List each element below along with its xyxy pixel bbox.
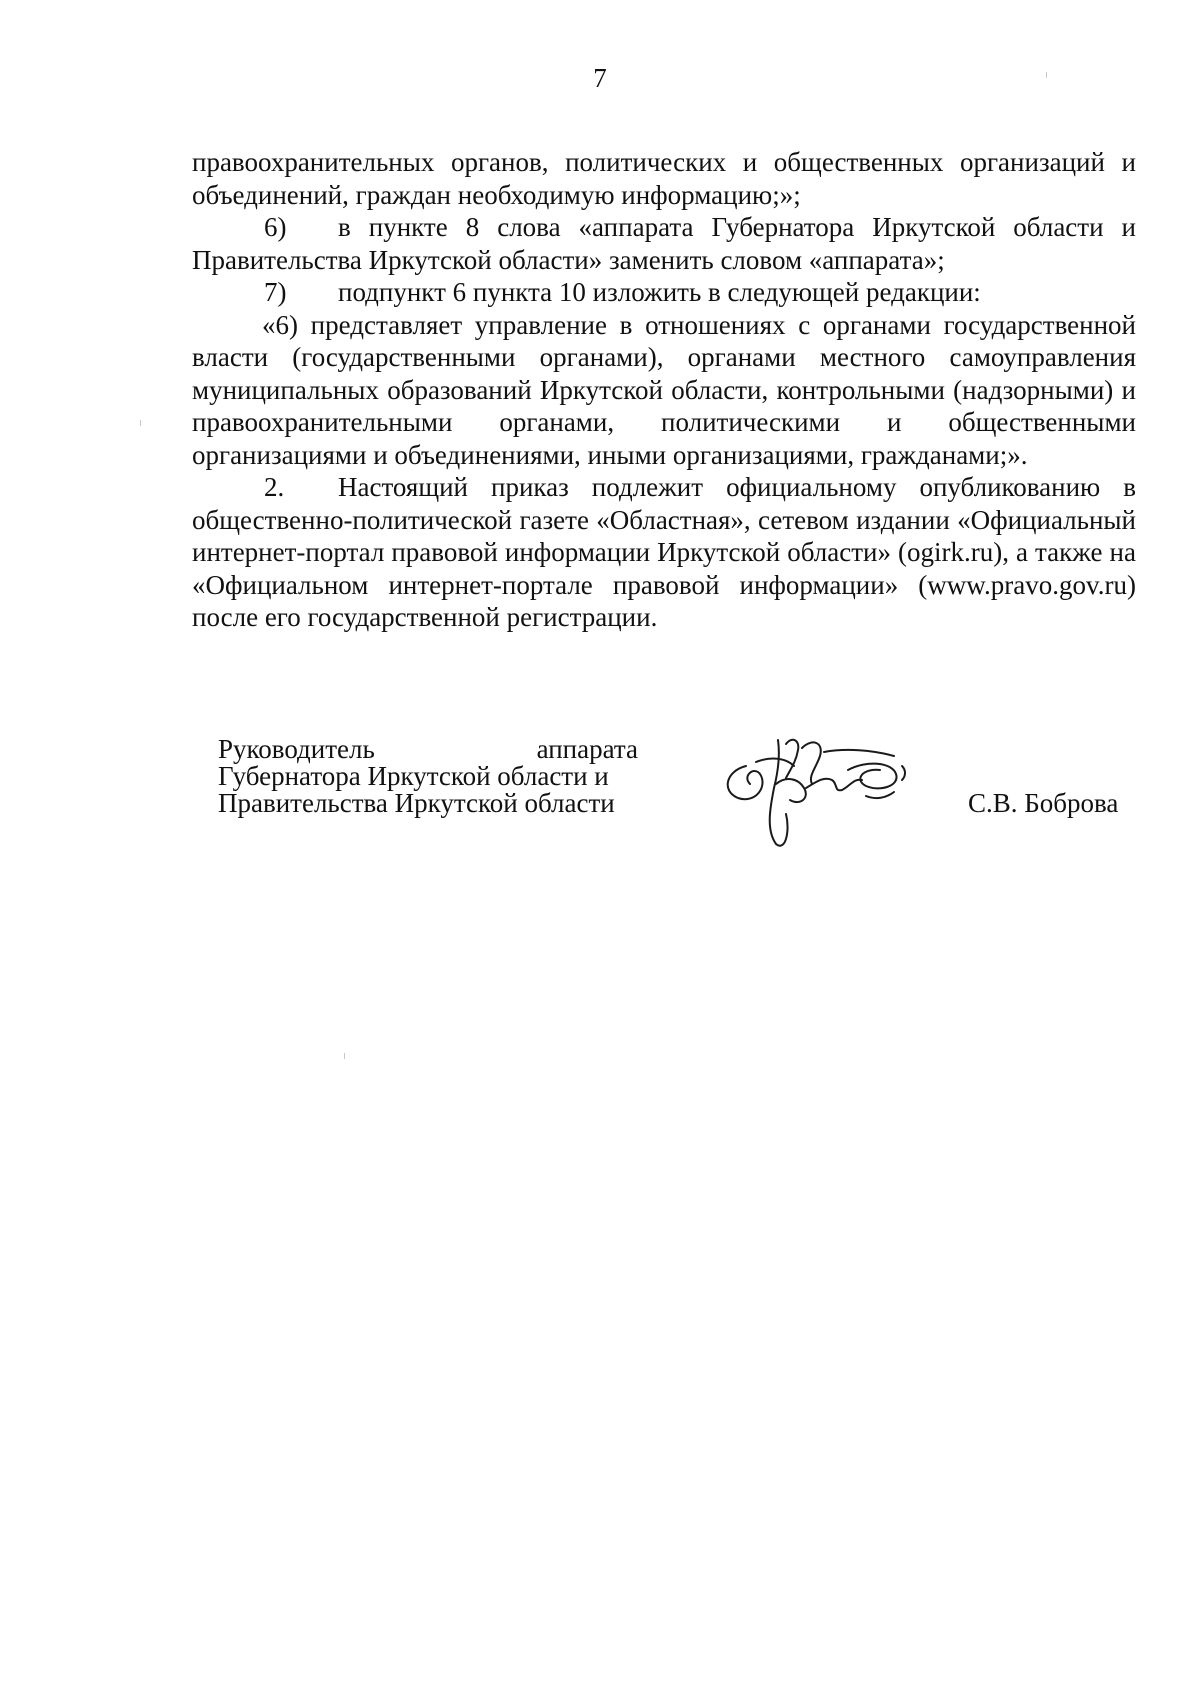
list-item-6-text: в пункте 8 слова «аппарата Губернатора Иркутской области и Правительства Иркутской области» заменить словом «аппарата»; xyxy=(192,212,1136,275)
position-line-1 xyxy=(218,736,638,763)
list-item-7 xyxy=(192,276,1136,309)
list-item-7-text: подпункт 6 пункта 10 изложить в следующей редакции: xyxy=(338,277,981,307)
list-item-6 xyxy=(192,211,1136,276)
position-line-2: Губернатора Иркутской области и xyxy=(218,761,609,791)
continuation-paragraph: правоохранительных органов, политических и общественных организаций и объединений, граждан необходимую информацию;»; xyxy=(192,147,1136,210)
scan-speck xyxy=(140,420,141,426)
signer-name: С.В. Боброва xyxy=(968,788,1119,818)
position-line-1-right: аппарата xyxy=(536,734,638,764)
list-item-7-number: 7) xyxy=(264,277,287,307)
section-2-paragraph xyxy=(192,471,1136,634)
position-line-1-left: Руководитель xyxy=(218,734,375,764)
quoted-amendment-paragraph: «6) представляет управление в отношениях с органами государственной власти (государственными органами), органами местного самоуправления муниципальных образований Иркутской области, контрольными (надзорными) и правоохранительными органами, политическими и общественными организациями и объединениями, иными организациями, гражданами;». xyxy=(192,309,1136,470)
document-body xyxy=(192,146,1136,634)
signatory-position xyxy=(218,736,638,817)
section-2-text: Настоящий приказ подлежит официальному опубликованию в общественно-политической газете «Областная», сетевом издании «Официальный интернет-портал правовой информации Иркутской области» (ogirk.ru), а также на «Официальном интернет-портале правовой информации» (www.pravo.gov.ru) после его государственной регистрации. xyxy=(192,472,1136,632)
position-line-3: Правительства Иркутской области xyxy=(218,788,615,818)
scan-speck xyxy=(1046,72,1047,78)
list-item-6-number: 6) xyxy=(264,212,287,242)
handwritten-signature xyxy=(716,726,916,856)
section-2-number: 2. xyxy=(264,472,285,502)
scan-speck xyxy=(344,1053,345,1059)
page-number: 7 xyxy=(593,63,607,93)
